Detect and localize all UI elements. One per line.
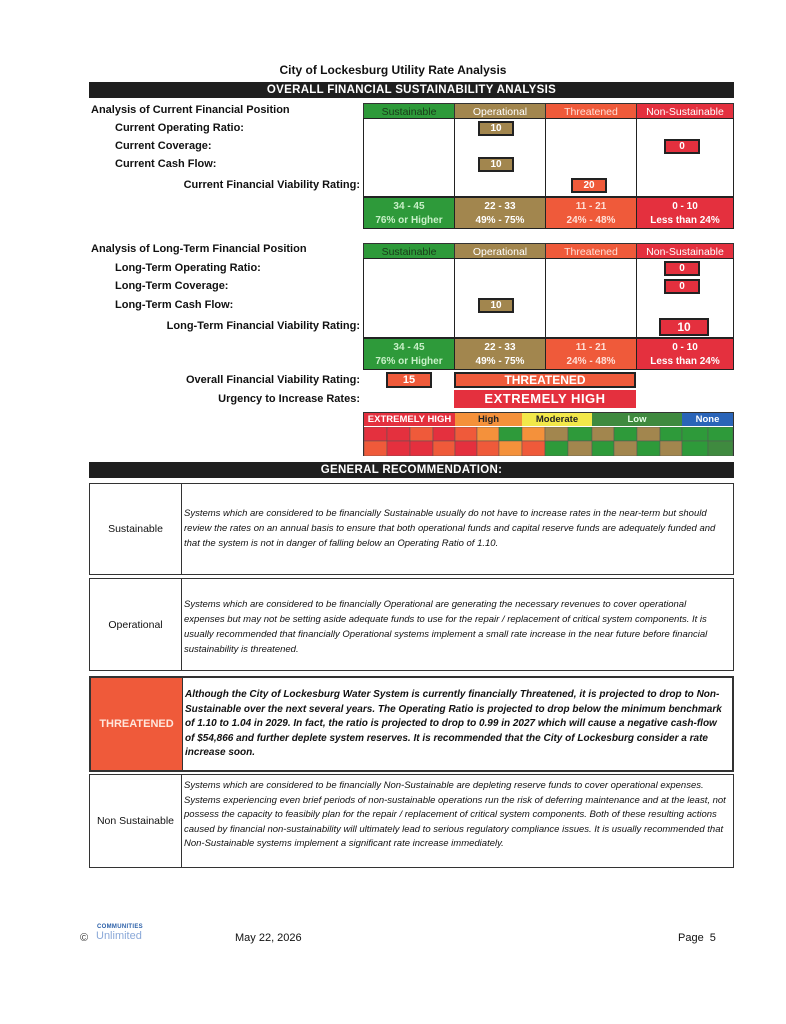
range-pct: Less than 24%: [650, 356, 720, 367]
urgency-scale: [363, 412, 734, 456]
urgency-label: Urgency to Increase Rates:: [218, 393, 360, 405]
range-pct: 24% - 48%: [566, 356, 616, 367]
urgency-legend-high: High: [455, 413, 522, 426]
current-operating-ratio-label: Current Operating Ratio:: [115, 122, 244, 134]
recommendation-table: [89, 483, 734, 868]
copyright-symbol: ©: [80, 932, 89, 944]
range-score: 0 - 10: [672, 201, 698, 212]
longterm-range-non-sustainable: [636, 338, 734, 370]
longterm-coverage-label: Long-Term Coverage:: [115, 280, 229, 292]
recommendation-row-threatened: [89, 676, 734, 772]
logo-bottom-text: Unlimited: [96, 930, 142, 942]
urgency-legend-none: None: [682, 413, 733, 426]
urgency-value-badge: EXTREMELY HIGH: [454, 390, 636, 408]
longterm-coverage-score: 0: [664, 279, 700, 294]
recommendation-name: Sustainable: [90, 484, 182, 574]
recommendation-text: Systems which are considered to be financially Non-Sustainable are depleting reserve funds to cover operational expenses. Systems experiencing even brief periods of non-sustainable operations run the risk of deferring maintenance and at the least, not possess the capacity to feasibily plan for the repair / replacement of critical system components. Both of these resulting actions caused by financial non-sustainability will ultimately lead to serious regulatory compliance issues. It is usually recommended that Non-Sustainable systems implement a significant rate increase immediately.: [184, 780, 726, 849]
range-pct: 76% or Higher: [375, 215, 443, 226]
longterm-operating-ratio-score: 0: [664, 261, 700, 276]
current-heading: Analysis of Current Financial Position: [91, 104, 290, 116]
current-coverage-score: 0: [664, 139, 700, 154]
recommendation-name: Operational: [90, 579, 182, 670]
recommendation-name: Non Sustainable: [90, 775, 182, 867]
recommendation-row-non-sustainable: [89, 774, 734, 868]
section-bar-overall: OVERALL FINANCIAL SUSTAINABILITY ANALYSIS: [89, 82, 734, 98]
overall-rating-score: 15: [386, 372, 432, 388]
recommendation-name: THREATENED: [91, 678, 183, 770]
current-range-non-sustainable: [636, 197, 734, 229]
range-score: 0 - 10: [672, 342, 698, 353]
urgency-legend-low: Low: [592, 413, 682, 426]
section-bar-general: GENERAL RECOMMENDATION:: [89, 462, 734, 478]
range-score: 22 - 33: [484, 201, 516, 212]
longterm-rating-score: 10: [659, 318, 709, 336]
recommendation-row-operational: [89, 578, 734, 671]
longterm-range-sustainable: [363, 338, 455, 370]
header-operational: Operational: [454, 243, 546, 259]
header-threatened: Threatened: [545, 103, 637, 119]
urgency-color-grid: [364, 427, 733, 456]
range-pct: 76% or Higher: [375, 356, 443, 367]
overall-status-badge: THREATENED: [454, 372, 636, 388]
range-pct: Less than 24%: [650, 215, 720, 226]
header-operational: Operational: [454, 103, 546, 119]
footer-date: May 22, 2026: [235, 932, 302, 944]
longterm-col-threatened: [545, 258, 637, 338]
longterm-range-threatened: [545, 338, 637, 370]
range-score: 34 - 45: [393, 342, 425, 353]
range-score: 22 - 33: [484, 342, 516, 353]
current-operating-ratio-score: 10: [478, 121, 514, 136]
range-pct: 24% - 48%: [566, 215, 616, 226]
range-score: 34 - 45: [393, 201, 425, 212]
header-sustainable: Sustainable: [363, 243, 455, 259]
urgency-legend-extremely-high: EXTREMELY HIGH: [364, 413, 455, 426]
header-non-sustainable: Non-Sustainable: [636, 243, 734, 259]
range-pct: 49% - 75%: [475, 356, 525, 367]
header-non-sustainable: Non-Sustainable: [636, 103, 734, 119]
recommendation-row-sustainable: [89, 483, 734, 575]
logo-top-text: COMMUNITIES: [97, 924, 143, 930]
longterm-range-operational: [454, 338, 546, 370]
current-range-sustainable: [363, 197, 455, 229]
range-pct: 49% - 75%: [475, 215, 525, 226]
current-cash-flow-score: 10: [478, 157, 514, 172]
current-range-operational: [454, 197, 546, 229]
overall-rating-label: Overall Financial Viability Rating:: [185, 374, 360, 386]
longterm-cash-flow-label: Long-Term Cash Flow:: [115, 299, 234, 311]
header-sustainable: Sustainable: [363, 103, 455, 119]
current-col-non-sustainable: [636, 118, 734, 197]
footer-page-number: Page 5: [678, 932, 716, 944]
longterm-heading: Analysis of Long-Term Financial Position: [91, 243, 307, 255]
current-rating-score: 20: [571, 178, 607, 193]
longterm-operating-ratio-label: Long-Term Operating Ratio:: [115, 262, 261, 274]
header-threatened: Threatened: [545, 243, 637, 259]
page-title: City of Lockesburg Utility Rate Analysis: [279, 63, 507, 77]
recommendation-text: Systems which are considered to be financially Operational are generating the necessary revenues to cover operational expenses but may not be setting aside adequate funds to use for the repair / replacement of critical system components. It is usually recommended that financially Operational systems implement a small rate increase in the near future before financial sustainability is threatened.: [184, 599, 708, 655]
current-coverage-label: Current Coverage:: [115, 140, 212, 152]
current-range-threatened: [545, 197, 637, 229]
current-col-sustainable: [363, 118, 455, 197]
current-rating-label: Current Financial Viability Rating:: [183, 179, 360, 191]
recommendation-text: Systems which are considered to be financially Sustainable usually do not have to increase rates in the near-term but should review the rates on an annual basis to ensure that both operational funds and capital reserve funds are adequately funded and that the system is not in danger of falling below an Operating Ratio of 1.10.: [184, 508, 716, 549]
longterm-cash-flow-score: 10: [478, 298, 514, 313]
current-cash-flow-label: Current Cash Flow:: [115, 158, 217, 170]
longterm-rating-label: Long-Term Financial Viability Rating:: [166, 320, 360, 332]
recommendation-text: Although the City of Lockesburg Water System is currently financially Threatened, it is projected to drop to Non-Sustainable over the next several years. The Operating Ratio is projected to drop below the minimum benchmark of 1.10 to 1.04 in 2029. In fact, the ratio is projected to drop to 0.99 in 2027 which will cause a negative cash-flow of $54,866 and further deplete system reserves. It is recommended that the City of Lockesburg consider a rate increase soon.: [185, 689, 722, 758]
urgency-legend-moderate: Moderate: [522, 413, 592, 426]
range-score: 11 - 21: [575, 342, 607, 353]
longterm-col-sustainable: [363, 258, 455, 338]
range-score: 11 - 21: [575, 201, 607, 212]
